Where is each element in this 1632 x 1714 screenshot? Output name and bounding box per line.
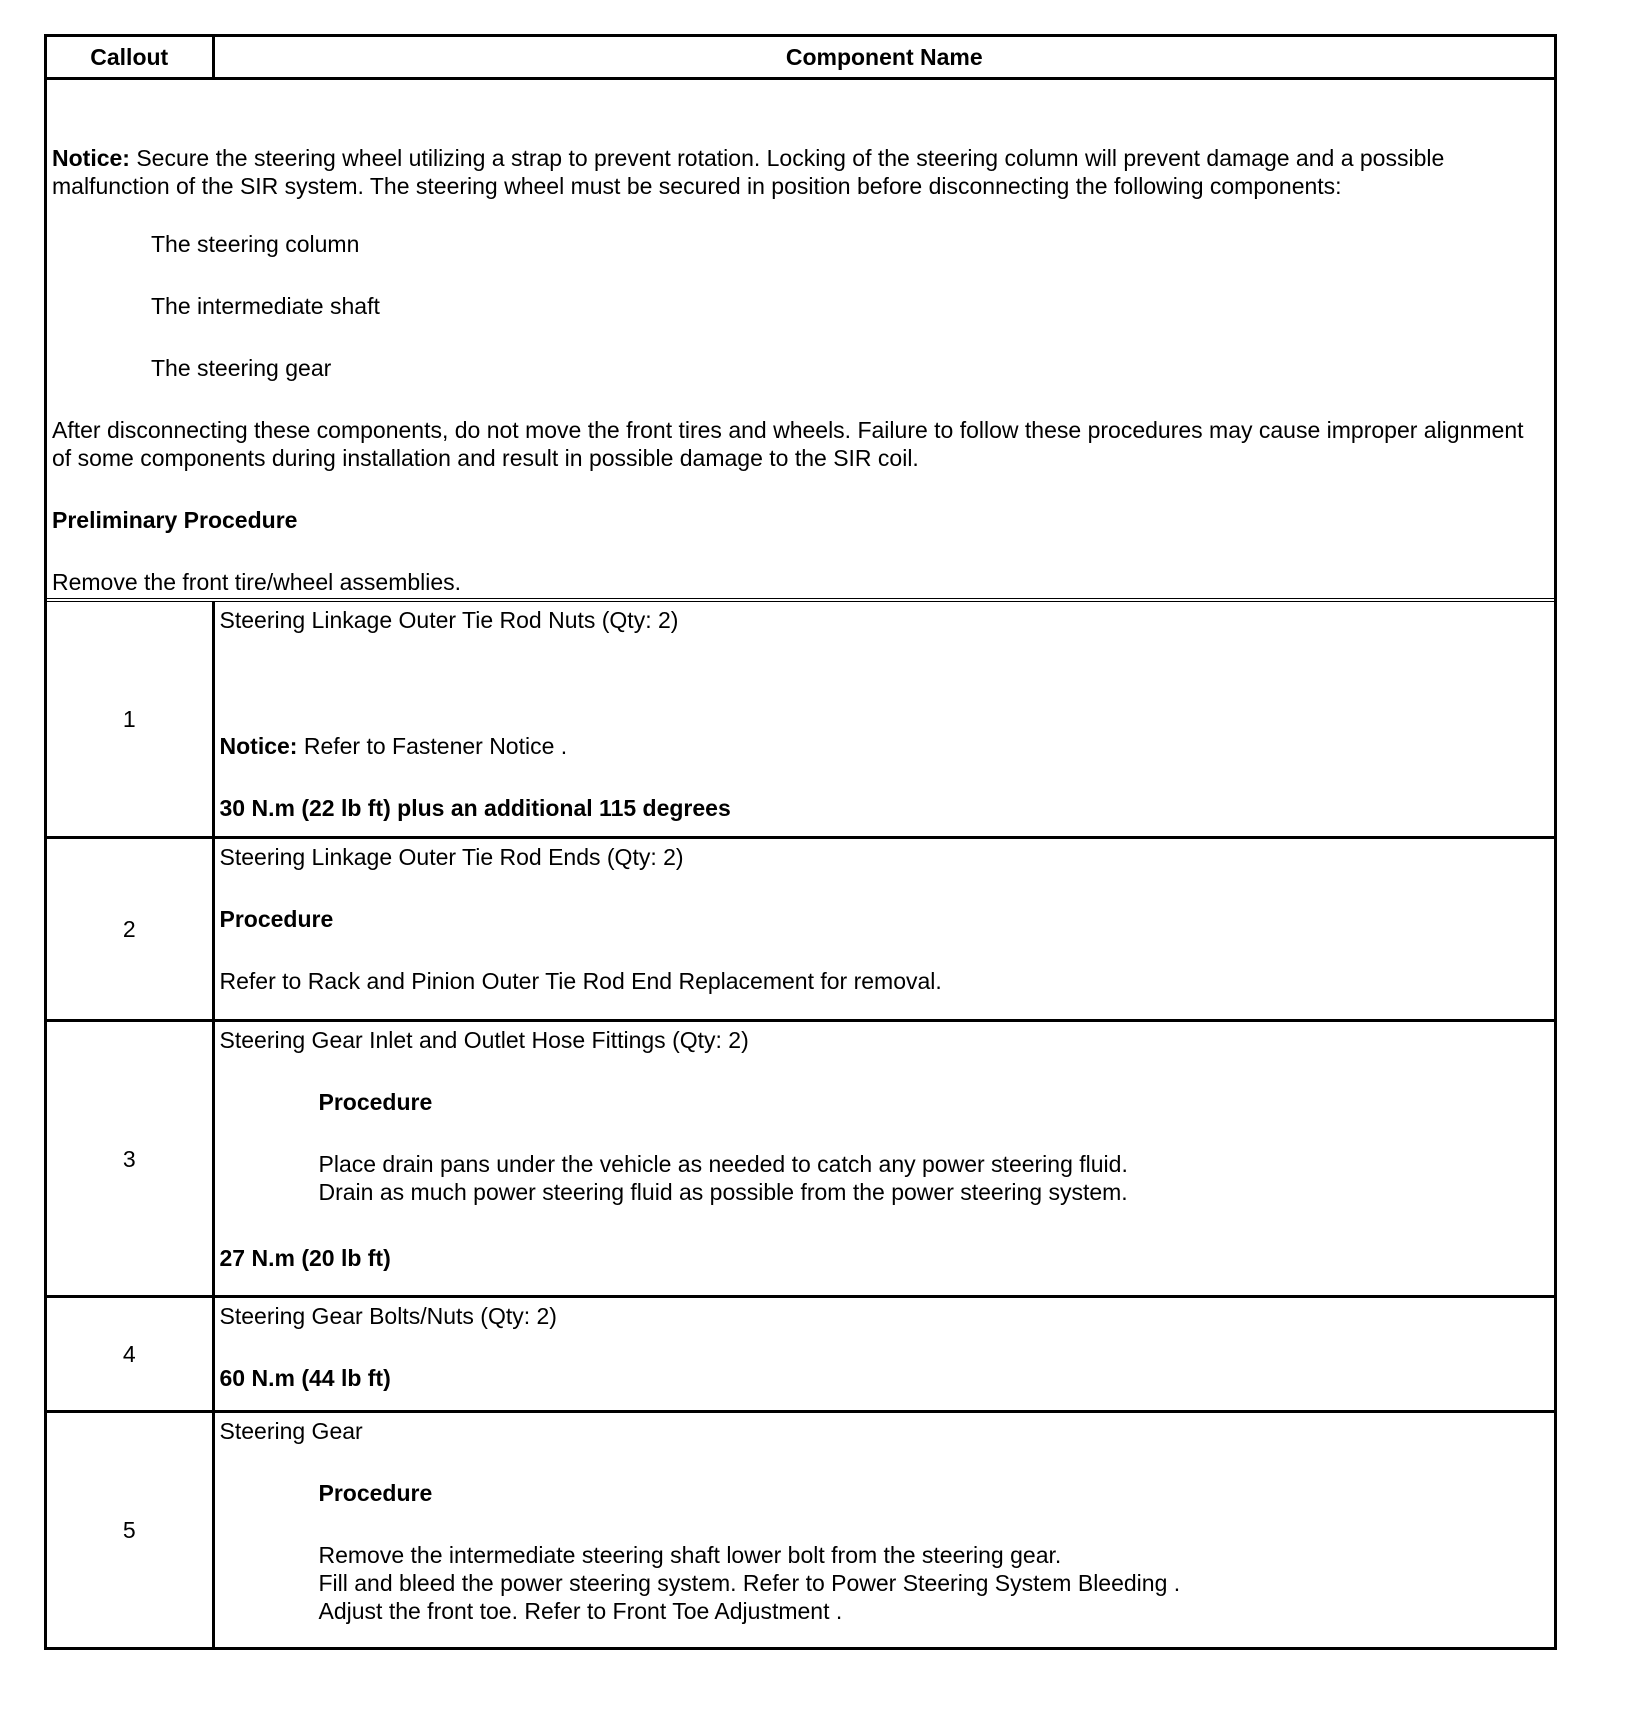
intro-notice-text: Secure the steering wheel utilizing a strap to prevent rotation. Locking of the steering column will prevent damage and a possible malfunction of the SIR system. The steering wheel must be secured in position before disconnecting the following components: [52, 145, 1445, 199]
callout-number: 3 [47, 1021, 213, 1297]
table-row [47, 600, 1554, 838]
procedure-heading: Procedure [318, 1480, 433, 1506]
intro-cell [47, 79, 1554, 601]
table-row [47, 1412, 1554, 1648]
callout-number: 1 [47, 600, 213, 838]
callout-number: 2 [47, 838, 213, 1021]
step-notice-text: Refer to Fastener Notice . [297, 733, 568, 759]
component-name: Steering Linkage Outer Tie Rod Nuts (Qty: 2) [219, 607, 679, 633]
torque-spec: 30 N.m (22 lb ft) plus an additional 115 degrees [219, 795, 731, 821]
component-name: Steering Gear [219, 1418, 363, 1444]
intro-notice-label: Notice: [52, 145, 130, 171]
procedure-line: Remove the intermediate steering shaft lower bolt from the steering gear. [318, 1542, 1062, 1568]
component-name: Steering Gear Inlet and Outlet Hose Fittings (Qty: 2) [219, 1027, 749, 1053]
procedure-line: Place drain pans under the vehicle as needed to catch any power steering fluid. [318, 1151, 1128, 1177]
table-row [47, 1297, 1554, 1412]
component-list-item: The intermediate shaft [151, 293, 380, 319]
component-name: Steering Gear Bolts/Nuts (Qty: 2) [219, 1303, 557, 1329]
component-list-item: The steering column [151, 231, 360, 257]
intro-row [47, 79, 1554, 601]
intro-after-text: After disconnecting these components, do not move the front tires and wheels. Failure to follow these procedures may cause improper alignment of some components during installation and result in possible damage to the SIR coil. [52, 417, 1524, 471]
procedure-text: Refer to Rack and Pinion Outer Tie Rod End Replacement for removal. [219, 968, 942, 994]
component-cell [213, 1412, 1554, 1648]
torque-spec: 60 N.m (44 lb ft) [219, 1365, 391, 1391]
callout-number: 5 [47, 1412, 213, 1648]
component-cell [213, 838, 1554, 1021]
torque-spec: 27 N.m (20 lb ft) [219, 1245, 391, 1271]
procedure-heading: Procedure [318, 1089, 433, 1115]
procedure-table-frame [44, 34, 1557, 1650]
callout-number: 4 [47, 1297, 213, 1412]
procedure-heading: Procedure [219, 906, 334, 932]
component-list-item: The steering gear [151, 355, 332, 381]
callout-column-header: Callout [47, 37, 213, 79]
step-notice [220, 732, 1549, 760]
component-name: Steering Linkage Outer Tie Rod Ends (Qty: 2) [219, 844, 684, 870]
component-cell [213, 1297, 1554, 1412]
procedure-line: Drain as much power steering fluid as possible from the power steering system. [318, 1179, 1128, 1205]
component-name-column-header: Component Name [213, 37, 1554, 79]
procedure-line: Fill and bleed the power steering system. Refer to Power Steering System Bleeding . [318, 1570, 1181, 1596]
component-cell [213, 1021, 1554, 1297]
table-row [47, 838, 1554, 1021]
component-cell [213, 600, 1554, 838]
preliminary-text: Remove the front tire/wheel assemblies. [52, 569, 462, 595]
preliminary-heading: Preliminary Procedure [52, 507, 298, 533]
procedure-table [47, 37, 1554, 1647]
step-notice-label: Notice: [219, 733, 298, 759]
table-row [47, 1021, 1554, 1297]
table-header-row [47, 37, 1554, 79]
intro-notice [52, 144, 1548, 200]
procedure-line: Adjust the front toe. Refer to Front Toe Adjustment . [318, 1598, 843, 1624]
